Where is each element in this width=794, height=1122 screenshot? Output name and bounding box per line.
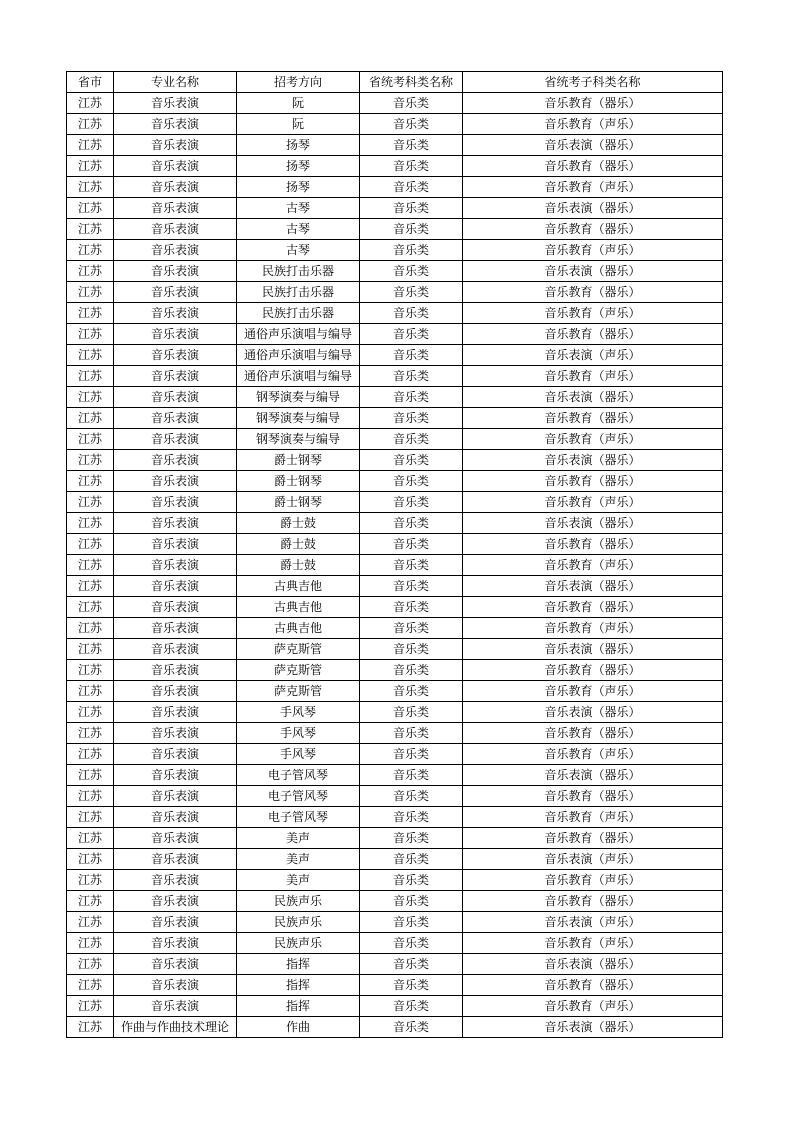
cell-direction: 通俗声乐演唱与编导	[237, 345, 360, 366]
cell-direction: 萨克斯管	[237, 639, 360, 660]
cell-province: 江苏	[67, 303, 114, 324]
table-row	[67, 555, 723, 576]
cell-exam-category: 音乐类	[360, 198, 463, 219]
cell-direction: 萨克斯管	[237, 660, 360, 681]
cell-exam-category: 音乐类	[360, 534, 463, 555]
cell-major: 音乐表演	[114, 891, 237, 912]
cell-exam-subcategory: 音乐教育（器乐）	[463, 828, 723, 849]
cell-exam-category: 音乐类	[360, 786, 463, 807]
cell-major: 音乐表演	[114, 177, 237, 198]
cell-exam-subcategory: 音乐教育（声乐）	[463, 303, 723, 324]
cell-exam-subcategory: 音乐表演（器乐）	[463, 765, 723, 786]
cell-major: 音乐表演	[114, 744, 237, 765]
cell-exam-subcategory: 音乐教育（器乐）	[463, 471, 723, 492]
cell-province: 江苏	[67, 576, 114, 597]
cell-direction: 钢琴演奏与编导	[237, 408, 360, 429]
cell-province: 江苏	[67, 408, 114, 429]
cell-direction: 民族打击乐器	[237, 261, 360, 282]
cell-exam-category: 音乐类	[360, 303, 463, 324]
cell-major: 音乐表演	[114, 366, 237, 387]
cell-province: 江苏	[67, 471, 114, 492]
cell-direction: 萨克斯管	[237, 681, 360, 702]
table-row	[67, 912, 723, 933]
cell-direction: 古典吉他	[237, 597, 360, 618]
cell-exam-subcategory: 音乐教育（声乐）	[463, 807, 723, 828]
cell-province: 江苏	[67, 912, 114, 933]
cell-province: 江苏	[67, 891, 114, 912]
table-row	[67, 240, 723, 261]
cell-exam-category: 音乐类	[360, 156, 463, 177]
cell-direction: 指挥	[237, 954, 360, 975]
cell-major: 音乐表演	[114, 702, 237, 723]
cell-direction: 电子管风琴	[237, 807, 360, 828]
table-row	[67, 786, 723, 807]
cell-direction: 扬琴	[237, 135, 360, 156]
table-row	[67, 324, 723, 345]
cell-province: 江苏	[67, 198, 114, 219]
cell-direction: 民族打击乐器	[237, 282, 360, 303]
cell-province: 江苏	[67, 996, 114, 1017]
cell-province: 江苏	[67, 807, 114, 828]
cell-major: 音乐表演	[114, 471, 237, 492]
cell-direction: 爵士鼓	[237, 555, 360, 576]
cell-major: 音乐表演	[114, 555, 237, 576]
cell-major: 音乐表演	[114, 597, 237, 618]
cell-exam-category: 音乐类	[360, 765, 463, 786]
cell-major: 音乐表演	[114, 954, 237, 975]
cell-province: 江苏	[67, 240, 114, 261]
header-exam-subcategory: 省统考子科类名称	[463, 72, 723, 93]
cell-province: 江苏	[67, 954, 114, 975]
cell-exam-category: 音乐类	[360, 1017, 463, 1038]
cell-exam-subcategory: 音乐教育（声乐）	[463, 429, 723, 450]
cell-province: 江苏	[67, 597, 114, 618]
cell-major: 音乐表演	[114, 513, 237, 534]
cell-exam-subcategory: 音乐教育（声乐）	[463, 555, 723, 576]
cell-exam-subcategory: 音乐教育（器乐）	[463, 723, 723, 744]
cell-province: 江苏	[67, 828, 114, 849]
table-row	[67, 744, 723, 765]
table-row	[67, 261, 723, 282]
table-row	[67, 429, 723, 450]
cell-exam-category: 音乐类	[360, 177, 463, 198]
cell-direction: 美声	[237, 870, 360, 891]
cell-major: 音乐表演	[114, 723, 237, 744]
cell-exam-category: 音乐类	[360, 366, 463, 387]
cell-major: 音乐表演	[114, 828, 237, 849]
cell-province: 江苏	[67, 93, 114, 114]
cell-major: 音乐表演	[114, 912, 237, 933]
cell-exam-category: 音乐类	[360, 114, 463, 135]
table-row	[67, 618, 723, 639]
cell-exam-subcategory: 音乐表演（器乐）	[463, 198, 723, 219]
cell-exam-category: 音乐类	[360, 597, 463, 618]
cell-province: 江苏	[67, 933, 114, 954]
cell-province: 江苏	[67, 618, 114, 639]
cell-direction: 扬琴	[237, 156, 360, 177]
table-row	[67, 513, 723, 534]
table-row	[67, 681, 723, 702]
cell-exam-category: 音乐类	[360, 450, 463, 471]
cell-exam-category: 音乐类	[360, 618, 463, 639]
cell-direction: 钢琴演奏与编导	[237, 429, 360, 450]
cell-major: 音乐表演	[114, 261, 237, 282]
cell-direction: 爵士鼓	[237, 513, 360, 534]
cell-province: 江苏	[67, 681, 114, 702]
cell-major: 音乐表演	[114, 135, 237, 156]
table-row	[67, 597, 723, 618]
cell-direction: 美声	[237, 828, 360, 849]
cell-province: 江苏	[67, 870, 114, 891]
cell-direction: 钢琴演奏与编导	[237, 387, 360, 408]
cell-major: 音乐表演	[114, 786, 237, 807]
cell-exam-subcategory: 音乐表演（声乐）	[463, 849, 723, 870]
cell-major: 音乐表演	[114, 408, 237, 429]
cell-direction: 美声	[237, 849, 360, 870]
cell-direction: 扬琴	[237, 177, 360, 198]
cell-major: 音乐表演	[114, 219, 237, 240]
cell-exam-subcategory: 音乐表演（器乐）	[463, 135, 723, 156]
cell-province: 江苏	[67, 450, 114, 471]
table-row	[67, 492, 723, 513]
cell-direction: 爵士钢琴	[237, 492, 360, 513]
table-row	[67, 408, 723, 429]
table-row	[67, 177, 723, 198]
cell-exam-subcategory: 音乐教育（器乐）	[463, 324, 723, 345]
cell-exam-subcategory: 音乐教育（器乐）	[463, 597, 723, 618]
cell-major: 音乐表演	[114, 345, 237, 366]
cell-direction: 手风琴	[237, 744, 360, 765]
header-exam-category: 省统考科类名称	[360, 72, 463, 93]
cell-province: 江苏	[67, 177, 114, 198]
cell-major: 音乐表演	[114, 975, 237, 996]
cell-exam-category: 音乐类	[360, 891, 463, 912]
cell-major: 音乐表演	[114, 492, 237, 513]
cell-province: 江苏	[67, 282, 114, 303]
cell-exam-subcategory: 音乐教育（声乐）	[463, 366, 723, 387]
cell-exam-subcategory: 音乐教育（器乐）	[463, 408, 723, 429]
cell-major: 音乐表演	[114, 324, 237, 345]
cell-province: 江苏	[67, 156, 114, 177]
cell-exam-category: 音乐类	[360, 681, 463, 702]
cell-direction: 民族打击乐器	[237, 303, 360, 324]
table-row	[67, 156, 723, 177]
cell-exam-category: 音乐类	[360, 219, 463, 240]
cell-exam-category: 音乐类	[360, 492, 463, 513]
cell-major: 音乐表演	[114, 282, 237, 303]
table-row	[67, 387, 723, 408]
cell-major: 音乐表演	[114, 933, 237, 954]
cell-province: 江苏	[67, 366, 114, 387]
cell-major: 音乐表演	[114, 534, 237, 555]
cell-exam-subcategory: 音乐表演（器乐）	[463, 513, 723, 534]
table-row	[67, 702, 723, 723]
cell-major: 音乐表演	[114, 849, 237, 870]
table-row	[67, 366, 723, 387]
table-row	[67, 1017, 723, 1038]
table-row	[67, 639, 723, 660]
table-row	[67, 282, 723, 303]
cell-exam-subcategory: 音乐表演（器乐）	[463, 1017, 723, 1038]
cell-direction: 电子管风琴	[237, 765, 360, 786]
table-row	[67, 471, 723, 492]
cell-exam-category: 音乐类	[360, 996, 463, 1017]
cell-exam-subcategory: 音乐教育（声乐）	[463, 618, 723, 639]
cell-exam-category: 音乐类	[360, 240, 463, 261]
cell-exam-subcategory: 音乐教育（声乐）	[463, 492, 723, 513]
cell-exam-subcategory: 音乐教育（器乐）	[463, 786, 723, 807]
cell-province: 江苏	[67, 114, 114, 135]
table-row	[67, 219, 723, 240]
table-row	[67, 135, 723, 156]
cell-exam-subcategory: 音乐教育（器乐）	[463, 660, 723, 681]
cell-exam-category: 音乐类	[360, 912, 463, 933]
cell-direction: 古典吉他	[237, 576, 360, 597]
cell-province: 江苏	[67, 765, 114, 786]
cell-exam-category: 音乐类	[360, 513, 463, 534]
cell-major: 音乐表演	[114, 639, 237, 660]
cell-major: 音乐表演	[114, 765, 237, 786]
cell-exam-subcategory: 音乐表演（声乐）	[463, 912, 723, 933]
cell-province: 江苏	[67, 702, 114, 723]
cell-exam-category: 音乐类	[360, 954, 463, 975]
table-row	[67, 114, 723, 135]
cell-direction: 作曲	[237, 1017, 360, 1038]
cell-exam-category: 音乐类	[360, 345, 463, 366]
cell-exam-subcategory: 音乐表演（声乐）	[463, 345, 723, 366]
cell-province: 江苏	[67, 387, 114, 408]
table-row	[67, 954, 723, 975]
cell-exam-category: 音乐类	[360, 702, 463, 723]
cell-exam-category: 音乐类	[360, 261, 463, 282]
cell-exam-category: 音乐类	[360, 135, 463, 156]
cell-direction: 指挥	[237, 975, 360, 996]
cell-exam-category: 音乐类	[360, 807, 463, 828]
cell-exam-category: 音乐类	[360, 471, 463, 492]
cell-major: 音乐表演	[114, 807, 237, 828]
cell-exam-category: 音乐类	[360, 387, 463, 408]
cell-direction: 指挥	[237, 996, 360, 1017]
cell-exam-subcategory: 音乐教育（器乐）	[463, 219, 723, 240]
cell-exam-category: 音乐类	[360, 660, 463, 681]
cell-exam-subcategory: 音乐教育（声乐）	[463, 744, 723, 765]
table-row	[67, 891, 723, 912]
cell-province: 江苏	[67, 345, 114, 366]
cell-exam-subcategory: 音乐表演（器乐）	[463, 261, 723, 282]
cell-major: 音乐表演	[114, 387, 237, 408]
table-row	[67, 996, 723, 1017]
cell-direction: 手风琴	[237, 723, 360, 744]
cell-province: 江苏	[67, 555, 114, 576]
table-row	[67, 303, 723, 324]
cell-major: 音乐表演	[114, 198, 237, 219]
cell-province: 江苏	[67, 639, 114, 660]
cell-direction: 阮	[237, 93, 360, 114]
cell-province: 江苏	[67, 261, 114, 282]
table-row	[67, 660, 723, 681]
cell-major: 音乐表演	[114, 660, 237, 681]
cell-major: 音乐表演	[114, 156, 237, 177]
cell-direction: 通俗声乐演唱与编导	[237, 324, 360, 345]
table-row	[67, 828, 723, 849]
cell-province: 江苏	[67, 492, 114, 513]
admissions-table	[66, 71, 723, 1038]
cell-major: 音乐表演	[114, 870, 237, 891]
cell-direction: 爵士钢琴	[237, 450, 360, 471]
cell-exam-category: 音乐类	[360, 429, 463, 450]
cell-province: 江苏	[67, 744, 114, 765]
cell-exam-category: 音乐类	[360, 723, 463, 744]
cell-direction: 通俗声乐演唱与编导	[237, 366, 360, 387]
header-direction: 招考方向	[237, 72, 360, 93]
cell-exam-category: 音乐类	[360, 639, 463, 660]
cell-major: 音乐表演	[114, 996, 237, 1017]
cell-exam-category: 音乐类	[360, 933, 463, 954]
cell-direction: 古典吉他	[237, 618, 360, 639]
cell-direction: 民族声乐	[237, 912, 360, 933]
cell-direction: 古琴	[237, 198, 360, 219]
cell-exam-category: 音乐类	[360, 93, 463, 114]
cell-exam-subcategory: 音乐教育（器乐）	[463, 282, 723, 303]
cell-exam-category: 音乐类	[360, 828, 463, 849]
table-row	[67, 870, 723, 891]
table-row	[67, 849, 723, 870]
cell-direction: 爵士钢琴	[237, 471, 360, 492]
cell-exam-subcategory: 音乐表演（器乐）	[463, 576, 723, 597]
cell-province: 江苏	[67, 975, 114, 996]
cell-exam-subcategory: 音乐教育（声乐）	[463, 240, 723, 261]
cell-province: 江苏	[67, 534, 114, 555]
cell-exam-category: 音乐类	[360, 870, 463, 891]
cell-exam-category: 音乐类	[360, 576, 463, 597]
cell-exam-category: 音乐类	[360, 324, 463, 345]
cell-exam-subcategory: 音乐教育（声乐）	[463, 933, 723, 954]
cell-major: 音乐表演	[114, 429, 237, 450]
cell-province: 江苏	[67, 324, 114, 345]
cell-exam-subcategory: 音乐教育（声乐）	[463, 681, 723, 702]
cell-direction: 电子管风琴	[237, 786, 360, 807]
cell-major: 作曲与作曲技术理论	[114, 1017, 237, 1038]
header-province: 省市	[67, 72, 114, 93]
cell-major: 音乐表演	[114, 450, 237, 471]
cell-exam-subcategory: 音乐教育（器乐）	[463, 975, 723, 996]
cell-direction: 爵士鼓	[237, 534, 360, 555]
cell-exam-subcategory: 音乐表演（器乐）	[463, 954, 723, 975]
table-row	[67, 450, 723, 471]
cell-exam-subcategory: 音乐教育（器乐）	[463, 891, 723, 912]
cell-exam-subcategory: 音乐表演（器乐）	[463, 702, 723, 723]
cell-exam-category: 音乐类	[360, 849, 463, 870]
cell-direction: 古琴	[237, 219, 360, 240]
cell-province: 江苏	[67, 513, 114, 534]
cell-exam-subcategory: 音乐教育（声乐）	[463, 177, 723, 198]
table-row	[67, 534, 723, 555]
cell-major: 音乐表演	[114, 618, 237, 639]
cell-province: 江苏	[67, 786, 114, 807]
cell-direction: 阮	[237, 114, 360, 135]
cell-exam-subcategory: 音乐教育（声乐）	[463, 114, 723, 135]
cell-direction: 民族声乐	[237, 891, 360, 912]
cell-exam-subcategory: 音乐教育（声乐）	[463, 870, 723, 891]
table-row	[67, 765, 723, 786]
cell-exam-subcategory: 音乐教育（声乐）	[463, 996, 723, 1017]
cell-exam-subcategory: 音乐教育（器乐）	[463, 156, 723, 177]
cell-exam-category: 音乐类	[360, 408, 463, 429]
table-row	[67, 93, 723, 114]
cell-direction: 古琴	[237, 240, 360, 261]
cell-major: 音乐表演	[114, 576, 237, 597]
cell-exam-category: 音乐类	[360, 975, 463, 996]
table-row	[67, 345, 723, 366]
cell-exam-subcategory: 音乐表演（器乐）	[463, 450, 723, 471]
cell-province: 江苏	[67, 429, 114, 450]
cell-province: 江苏	[67, 849, 114, 870]
cell-major: 音乐表演	[114, 114, 237, 135]
cell-province: 江苏	[67, 135, 114, 156]
cell-province: 江苏	[67, 1017, 114, 1038]
header-major: 专业名称	[114, 72, 237, 93]
cell-major: 音乐表演	[114, 93, 237, 114]
cell-province: 江苏	[67, 219, 114, 240]
cell-province: 江苏	[67, 723, 114, 744]
cell-exam-subcategory: 音乐表演（器乐）	[463, 639, 723, 660]
cell-exam-category: 音乐类	[360, 555, 463, 576]
cell-exam-category: 音乐类	[360, 744, 463, 765]
table-row	[67, 198, 723, 219]
table-row	[67, 723, 723, 744]
cell-direction: 民族声乐	[237, 933, 360, 954]
cell-direction: 手风琴	[237, 702, 360, 723]
cell-major: 音乐表演	[114, 240, 237, 261]
table-row	[67, 975, 723, 996]
cell-province: 江苏	[67, 660, 114, 681]
table-row	[67, 933, 723, 954]
cell-exam-subcategory: 音乐教育（器乐）	[463, 534, 723, 555]
cell-major: 音乐表演	[114, 681, 237, 702]
cell-exam-subcategory: 音乐表演（器乐）	[463, 387, 723, 408]
cell-major: 音乐表演	[114, 303, 237, 324]
cell-exam-subcategory: 音乐教育（器乐）	[463, 93, 723, 114]
header-row	[67, 72, 723, 93]
table-row	[67, 576, 723, 597]
table-row	[67, 807, 723, 828]
cell-exam-category: 音乐类	[360, 282, 463, 303]
